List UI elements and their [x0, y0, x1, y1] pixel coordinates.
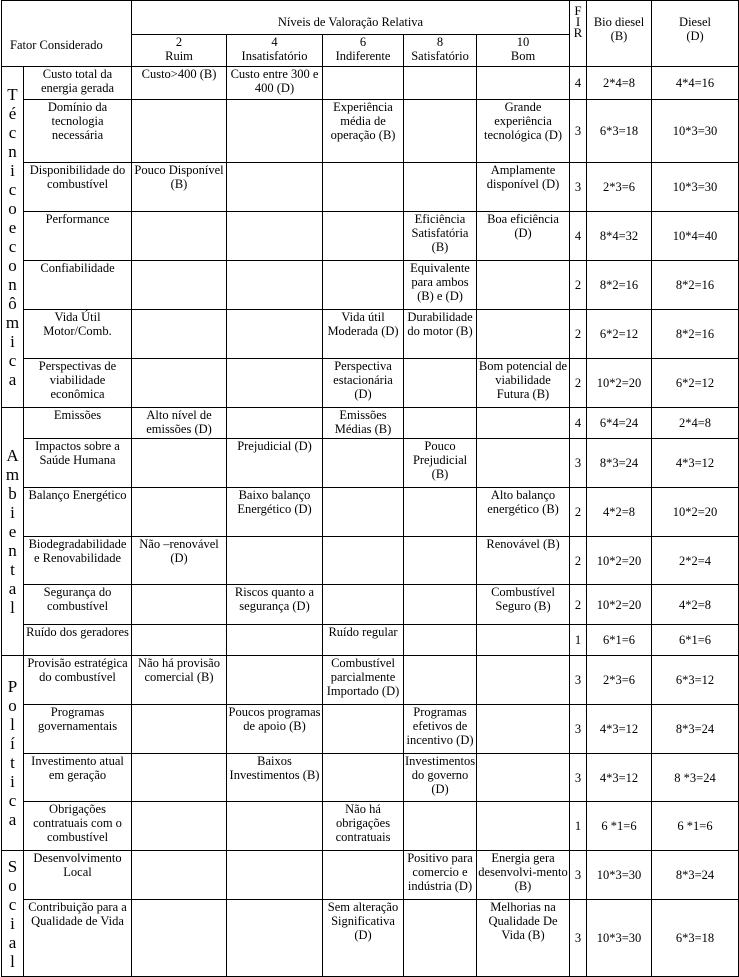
level-6-cell: [323, 439, 404, 488]
level-2-cell: [132, 488, 227, 537]
level-2-cell: [132, 439, 227, 488]
table-row: [2, 754, 739, 802]
category-letter: i: [10, 503, 15, 522]
table-row: [2, 900, 739, 977]
level-10-cell: [477, 310, 570, 359]
level-4-cell: Baixos Investimentos (B): [227, 754, 323, 802]
fir-cell: 2: [570, 359, 587, 408]
category-letter: l: [10, 598, 15, 617]
level-8-cell: [404, 900, 477, 977]
factor-cell: Performance: [24, 212, 132, 261]
level-10-cell: Renovável (B): [477, 537, 570, 585]
level-10-cell: Boa eficiência (D): [477, 212, 570, 261]
level-4-cell: [227, 656, 323, 705]
level-10-cell: Bom potencial de viabilidade Futura (B): [477, 359, 570, 408]
factor-cell: Custo total da energia gerada: [24, 67, 132, 100]
category-letter: a: [8, 370, 17, 389]
table-row: [2, 705, 739, 754]
category-letter: n: [8, 275, 17, 294]
table-row: [2, 656, 739, 705]
category-letter: n: [8, 541, 17, 560]
level-10-cell: [477, 67, 570, 100]
level-10-cell: [477, 802, 570, 851]
biodiesel-score-cell: 6*1=6: [587, 625, 652, 656]
level-4-cell: [227, 900, 323, 977]
category-letter: t: [10, 753, 15, 772]
diesel-score-cell: 8 *3=24: [652, 754, 739, 802]
level-2-cell: Não –renovável (D): [132, 537, 227, 585]
level-10-cell: Alto balanço energético (B): [477, 488, 570, 537]
diesel-score-cell: 4*3=12: [652, 439, 739, 488]
level-4-cell: Custo entre 300 e 400 (D): [227, 67, 323, 100]
level-10-cell: [477, 261, 570, 310]
diesel-score-cell: 10*2=20: [652, 488, 739, 537]
header-biodiesel: [587, 1, 652, 67]
table-row: [2, 488, 739, 537]
level-4-cell: [227, 359, 323, 408]
table-row: [2, 67, 739, 100]
level-6-cell: Emissões Médias (B): [323, 408, 404, 439]
level-10-cell: Melhorias na Qualidade De Vida (B): [477, 900, 570, 977]
level-4-cell: Poucos programas de apoio (B): [227, 705, 323, 754]
diesel-score-cell: 8*3=24: [652, 851, 739, 900]
level-6-cell: Sem alteração Significativa (D): [323, 900, 404, 977]
category-letter: c: [8, 894, 17, 914]
diesel-score-cell: 2*2=4: [652, 537, 739, 585]
fir-cell: 3: [570, 100, 587, 163]
level-4-cell: [227, 163, 323, 212]
level-4-cell: Prejudicial (D): [227, 439, 323, 488]
category-letter: n: [8, 142, 17, 161]
level-6-cell: [323, 488, 404, 537]
level-6-cell: Não há obrigações contratuais: [323, 802, 404, 851]
level-2-cell: Alto nível de emissões (D): [132, 408, 227, 439]
fir-cell: 3: [570, 439, 587, 488]
level-2-cell: [132, 851, 227, 900]
level-2-header: 2 Ruim: [132, 35, 227, 67]
diesel-score-cell: 6*3=18: [652, 900, 739, 977]
table-row: [2, 261, 739, 310]
level-2-cell: [132, 212, 227, 261]
category-letter: c: [8, 123, 17, 142]
biodiesel-score-cell: 6*3=18: [587, 100, 652, 163]
category-letter: c: [8, 351, 17, 370]
level-6-cell: [323, 212, 404, 261]
level-8-cell: [404, 656, 477, 705]
factor-cell: Investimento atual em geração: [24, 754, 132, 802]
level-8-cell: Programas efetivos de incentivo (D): [404, 705, 477, 754]
level-8-cell: Investimentos do governo (D): [404, 754, 477, 802]
table-row: [2, 310, 739, 359]
diesel-score-cell: 2*4=8: [652, 408, 739, 439]
factor-cell: Ruído dos geradores: [24, 625, 132, 656]
level-4-header: 4 Insatisfatório: [227, 35, 323, 67]
biodiesel-score-cell: 8*3=24: [587, 439, 652, 488]
biodiesel-score-cell: 6*4=24: [587, 408, 652, 439]
category-letter: T: [7, 85, 18, 104]
category-letter: í: [10, 734, 15, 753]
category-letter: m: [5, 465, 20, 484]
factor-cell: Emissões: [24, 408, 132, 439]
biodiesel-score-cell: 8*4=32: [587, 212, 652, 261]
header-fir: [570, 1, 587, 67]
level-2-cell: [132, 585, 227, 625]
table-row: [2, 163, 739, 212]
level-4-cell: [227, 802, 323, 851]
level-10-cell: [477, 656, 570, 705]
category-cell: [2, 851, 24, 977]
diesel-score-cell: 8*3=24: [652, 705, 739, 754]
biodiesel-score-cell: 4*3=12: [587, 754, 652, 802]
table-row: [2, 439, 739, 488]
level-4-cell: [227, 625, 323, 656]
table-row: [2, 100, 739, 163]
diesel-sub: (D): [686, 29, 704, 43]
factor-cell: Domínio da tecnologia necessária: [24, 100, 132, 163]
fir-cell: 4: [570, 212, 587, 261]
fir-cell: 3: [570, 705, 587, 754]
level-8-cell: Positivo para comercio e indústria (D): [404, 851, 477, 900]
level-4-cell: [227, 408, 323, 439]
level-6-cell: Ruído regular: [323, 625, 404, 656]
diesel-label: Diesel: [679, 15, 711, 29]
level-8-header: 8 Satisfatório: [404, 35, 477, 67]
category-letter: i: [10, 161, 15, 180]
factor-cell: Provisão estratégica do combustível: [24, 656, 132, 705]
biodiesel-score-cell: 10*3=30: [587, 900, 652, 977]
diesel-score-cell: 4*2=8: [652, 585, 739, 625]
level-4-cell: Riscos quanto a segurança (D): [227, 585, 323, 625]
category-letter: t: [10, 560, 15, 579]
fir-cell: 2: [570, 488, 587, 537]
category-letter: o: [8, 875, 17, 895]
factor-cell: Vida Útil Motor/Comb.: [24, 310, 132, 359]
table-row: [2, 802, 739, 851]
category-cell: [2, 656, 24, 851]
level-6-cell: [323, 585, 404, 625]
level-8-cell: Pouco Prejudicial (B): [404, 439, 477, 488]
level-8-cell: [404, 100, 477, 163]
level-10-cell: Grande experiência tecnológica (D): [477, 100, 570, 163]
diesel-score-cell: 6 *1=6: [652, 802, 739, 851]
category-letter: é: [8, 104, 17, 123]
category-letter: A: [6, 446, 19, 465]
fir-cell: 4: [570, 408, 587, 439]
fir-letter: F: [574, 3, 582, 18]
table-row: [2, 212, 739, 261]
level-2-cell: Pouco Disponível (B): [132, 163, 227, 212]
factor-cell: Disponibilidade do combustível: [24, 163, 132, 212]
level-6-cell: [323, 261, 404, 310]
factor-cell: Programas governamentais: [24, 705, 132, 754]
level-6-cell: Combustível parcialmente Importado (D): [323, 656, 404, 705]
level-10-cell: [477, 754, 570, 802]
category-letter: l: [10, 951, 15, 971]
level-6-cell: Perspectiva estacionária (D): [323, 359, 404, 408]
level-8-cell: [404, 359, 477, 408]
fir-letter: I: [575, 14, 581, 29]
factor-cell: Perspectivas de viabilidade econômica: [24, 359, 132, 408]
level-2-cell: [132, 900, 227, 977]
level-2-cell: [132, 310, 227, 359]
diesel-score-cell: 10*3=30: [652, 100, 739, 163]
level-10-cell: Combustível Seguro (B): [477, 585, 570, 625]
category-cell: [2, 67, 24, 408]
diesel-score-cell: 10*3=30: [652, 163, 739, 212]
biodiesel-score-cell: 6*2=12: [587, 310, 652, 359]
valuation-table: [1, 0, 739, 977]
factor-cell: Obrigações contratuais com o combustível: [24, 802, 132, 851]
level-8-cell: Durabilidade do motor (B): [404, 310, 477, 359]
level-4-cell: Baixo balanço Energético (D): [227, 488, 323, 537]
diesel-score-cell: 8*2=16: [652, 261, 739, 310]
category-letter: P: [7, 677, 18, 696]
level-6-cell: [323, 67, 404, 100]
category-letter: c: [8, 791, 17, 810]
diesel-score-cell: 6*1=6: [652, 625, 739, 656]
level-8-cell: [404, 67, 477, 100]
level-6-cell: [323, 705, 404, 754]
table-row: [2, 537, 739, 585]
level-4-cell: [227, 212, 323, 261]
level-4-cell: [227, 537, 323, 585]
level-8-cell: Equivalente para ambos (B) e (D): [404, 261, 477, 310]
level-2-cell: [132, 359, 227, 408]
table-row: [2, 359, 739, 408]
fir-cell: 2: [570, 310, 587, 359]
category-letter: ô: [8, 294, 17, 313]
fir-cell: 2: [570, 261, 587, 310]
level-2-cell: [132, 754, 227, 802]
category-letter: m: [5, 313, 20, 332]
level-4-cell: [227, 261, 323, 310]
fir-letter: R: [573, 25, 583, 40]
level-6-cell: [323, 163, 404, 212]
biodiesel-score-cell: 6 *1=6: [587, 802, 652, 851]
level-4-cell: [227, 851, 323, 900]
level-6-cell: Experiência média de operação (B): [323, 100, 404, 163]
biodiesel-score-cell: 10*3=30: [587, 851, 652, 900]
level-8-cell: [404, 625, 477, 656]
fir-cell: 3: [570, 754, 587, 802]
biodiesel-score-cell: 4*2=8: [587, 488, 652, 537]
diesel-score-cell: 10*4=40: [652, 212, 739, 261]
diesel-score-cell: 8*2=16: [652, 310, 739, 359]
level-2-cell: [132, 625, 227, 656]
category-letter: i: [10, 772, 15, 791]
level-8-cell: [404, 163, 477, 212]
fir-cell: 2: [570, 537, 587, 585]
diesel-score-cell: 6*3=12: [652, 656, 739, 705]
fir-cell: 1: [570, 802, 587, 851]
category-letter: a: [8, 810, 17, 829]
biodiesel-sub: (B): [610, 29, 628, 43]
factor-cell: Contribuição para a Qualidade de Vida: [24, 900, 132, 977]
category-letter: e: [8, 522, 17, 541]
level-6-cell: Vida útil Moderada (D): [323, 310, 404, 359]
header-niveis: Níveis de Valoração Relativa: [132, 1, 570, 35]
level-10-cell: [477, 705, 570, 754]
fir-cell: 3: [570, 656, 587, 705]
level-2-cell: [132, 705, 227, 754]
header-diesel: [652, 1, 739, 67]
factor-cell: Balanço Energético: [24, 488, 132, 537]
biodiesel-score-cell: 10*2=20: [587, 537, 652, 585]
biodiesel-score-cell: 10*2=20: [587, 359, 652, 408]
level-6-cell: [323, 851, 404, 900]
level-2-cell: [132, 100, 227, 163]
level-10-cell: [477, 625, 570, 656]
biodiesel-score-cell: 2*3=6: [587, 163, 652, 212]
level-8-cell: [404, 585, 477, 625]
fir-cell: 2: [570, 585, 587, 625]
biodiesel-score-cell: 2*3=6: [587, 656, 652, 705]
level-4-cell: [227, 310, 323, 359]
biodiesel-score-cell: 8*2=16: [587, 261, 652, 310]
level-2-cell: [132, 802, 227, 851]
factor-cell: Desenvolvimento Local: [24, 851, 132, 900]
table-row: [2, 851, 739, 900]
fir-cell: 3: [570, 900, 587, 977]
factor-cell: Segurança do combustível: [24, 585, 132, 625]
level-8-cell: [404, 488, 477, 537]
level-10-cell: Amplamente disponível (D): [477, 163, 570, 212]
level-10-cell: [477, 439, 570, 488]
biodiesel-score-cell: 2*4=8: [587, 67, 652, 100]
fir-cell: 3: [570, 163, 587, 212]
level-6-cell: [323, 537, 404, 585]
category-letter: c: [8, 237, 17, 256]
table-row: [2, 408, 739, 439]
level-8-cell: [404, 408, 477, 439]
category-letter: o: [8, 199, 17, 218]
category-letter: c: [8, 180, 17, 199]
level-10-header: 10 Bom: [477, 35, 570, 67]
diesel-score-cell: 6*2=12: [652, 359, 739, 408]
category-letter: i: [10, 332, 15, 351]
biodiesel-score-cell: 4*3=12: [587, 705, 652, 754]
fir-cell: 4: [570, 67, 587, 100]
factor-cell: Biodegradabilidade e Renovabilidade: [24, 537, 132, 585]
category-letter: a: [8, 579, 17, 598]
level-6-header: 6 Indiferente: [323, 35, 404, 67]
header-fator: Fator Considerado: [2, 1, 132, 67]
fir-cell: 3: [570, 851, 587, 900]
level-10-cell: [477, 408, 570, 439]
category-letter: e: [8, 218, 17, 237]
category-letter: b: [8, 484, 17, 503]
category-letter: S: [7, 856, 18, 876]
level-8-cell: [404, 802, 477, 851]
table-row: [2, 625, 739, 656]
diesel-score-cell: 4*4=16: [652, 67, 739, 100]
factor-cell: Confiabilidade: [24, 261, 132, 310]
level-6-cell: [323, 754, 404, 802]
fir-cell: 1: [570, 625, 587, 656]
category-letter: l: [10, 715, 15, 734]
category-cell: [2, 408, 24, 656]
level-8-cell: [404, 537, 477, 585]
level-2-cell: Não há provisão comercial (B): [132, 656, 227, 705]
table-row: [2, 585, 739, 625]
level-8-cell: Eficiência Satisfatória (B): [404, 212, 477, 261]
level-2-cell: Custo>400 (B): [132, 67, 227, 100]
biodiesel-score-cell: 10*2=20: [587, 585, 652, 625]
factor-cell: Impactos sobre a Saúde Humana: [24, 439, 132, 488]
category-letter: a: [8, 932, 17, 952]
level-4-cell: [227, 100, 323, 163]
category-letter: i: [10, 913, 15, 933]
biodiesel-label: Bio diesel: [593, 15, 645, 29]
level-2-cell: [132, 261, 227, 310]
category-letter: o: [8, 256, 17, 275]
level-10-cell: Energia gera desenvolvi-mento (B): [477, 851, 570, 900]
category-letter: o: [8, 696, 17, 715]
